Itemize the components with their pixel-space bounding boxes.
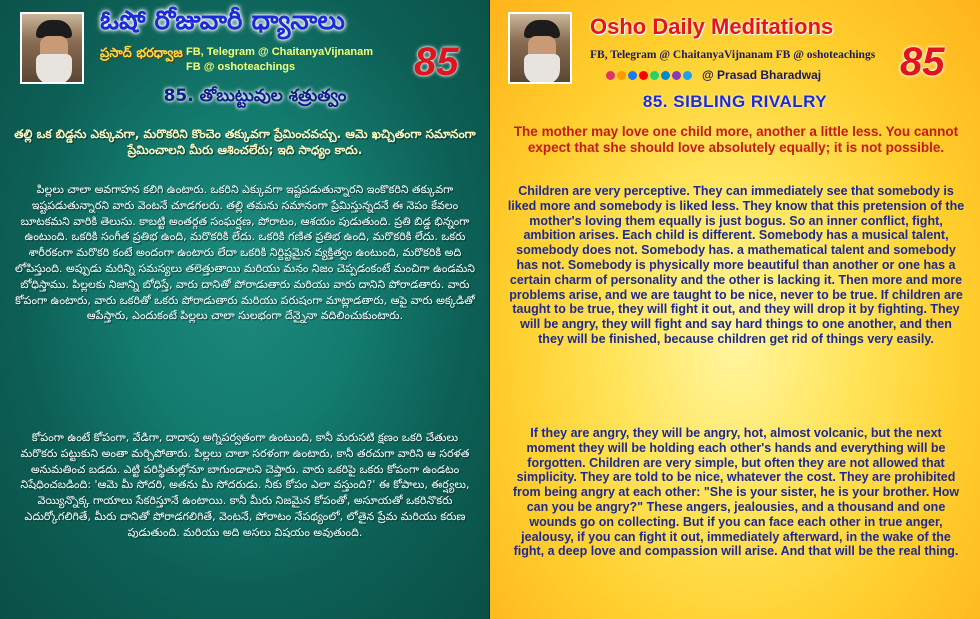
youtube-icon bbox=[639, 71, 648, 80]
author-handle: @ Prasad Bharadwaj bbox=[702, 68, 822, 82]
english-paragraph-1: Children are very perceptive. They can immediately see that somebody is liked more and somebody is liked less. They know that this pretension of the mother's loving them equally is just bogus. So an inner conflict, fight, ambition arises. Each child is different. Somebody has a musical talent, somebody does not. Somebody has. a mathematical talent and somebody has not. Somebody is physically more beautiful than another or one has a certain charm of personality and the other is lacking it. Then more and more problems arise, and we are taught to be nice, never to be true. If children are taught to be true, they will fight it out, and they will drop it by fighting. They will be angry, they will fight and say hard things to one another, and then they will be finished, because children get rid of things very easily. bbox=[507, 184, 965, 346]
social-icons-row bbox=[606, 68, 821, 82]
facebook-icon bbox=[628, 71, 637, 80]
portrait-beard bbox=[36, 54, 72, 84]
osho-portrait bbox=[20, 12, 84, 84]
osho-portrait bbox=[508, 12, 572, 84]
telugu-paragraph-2: కోపంగా ఉంటే కోపంగా, వేడిగా, దాదాపు అగ్నిపర్వతంగా ఉంటుంది, కానీ మరుసటి క్షణం ఒకరి చేతులు మరొకరు పట్టుకుని అంతా మర్చిపోతారు. పిల్లలు చాలా సరళంగా ఉంటారు, కానీ తరచుగా వారిని ఆ సరళత అనుమతించ బడదు. ఎట్టి పరిస్థితుల్లోనూ బాగుండాలని చెప్తారు. వారు ఒకరిపై ఒకరు కోపంగా ఉండటం నిషేధించబడింది: 'ఆమె మీ సోదరి, అతను మీ సోదరుడు. నీకు కోపం ఎలా వస్తుంది?' ఈ కోపాలు, ఈర్ష్యలు, వెయ్యిన్నొక్క గాయాలు సేకరిస్తూనే ఉంటాయి. కానీ మీరు నిజమైన కోపంతో, అసూయతో ఒకరినొకరు ఎదుర్కోగలిగితే, మీరు దానితో పోరాడగలిగితే, వెంటనే, పోరాటం నేపథ్యంలో, లోతైన ప్రేమ మరియు కరుణ పుడుతుంది. మరియు అది అసలు విషయం అవుతుంది. bbox=[20, 431, 470, 539]
pinterest-icon bbox=[672, 71, 681, 80]
telegram-icon bbox=[661, 71, 670, 80]
social-handles bbox=[186, 45, 373, 75]
english-title: Osho Daily Meditations bbox=[590, 14, 834, 39]
sharechat-icon bbox=[617, 71, 626, 80]
social-handle-telegram: FB, Telegram @ ChaitanyaVijnanam bbox=[186, 46, 373, 58]
whatsapp-icon bbox=[650, 71, 659, 80]
english-panel bbox=[490, 0, 980, 619]
telugu-subtitle: తల్లి ఒక బిడ్డను ఎక్కువగా, మరొకరిని కొంచెం తక్కువగా ప్రేమించవచ్చు. ఆమె ఖచ్చితంగా సమానంగా ప్రేమించాలని మీరు ఆశించలేరు; ఇది సాధ్యం కాదు. bbox=[14, 127, 476, 157]
english-heading: 85. SIBLING RIVALRY bbox=[642, 92, 828, 111]
english-paragraph-2: If they are angry, they will be angry, hot, almost volcanic, but the next moment they will be holding each other's hands and everything will be forgotten. Children are very simple, but often they are not allowed that simplicity. They are told to be nice, whatever the cost. They are prohibited from being angry at each other: "She is your sister, he is your brother. How can you be angry?" These angers, jealousies, and a thousand and one wounds go on collecting. But if you can face each other in true anger, jealousy, if you can fight it out, immediately afterward, in the wake of the fight, a deep love and compassion will arise. And that will be the real thing. bbox=[512, 426, 960, 559]
portrait-beard bbox=[524, 54, 560, 84]
twitter-icon bbox=[683, 71, 692, 80]
english-subtitle: The mother may love one child more, another a little less. You cannot expect that she should love absolutely equally; it is not possible. bbox=[513, 124, 959, 155]
telugu-paragraph-1: పిల్లలు చాలా అవగాహన కలిగి ఉంటారు. ఒకరిని ఎక్కువగా ఇష్టపడుతున్నారని ఇంకొకరిని తక్కువగా ఇష్టపడుతున్నారని వారు వెంటనే చూడగలరు. తల్లి తమను సమానంగా ప్రేమిస్తున్నదనే ఈ నెపం కేవలం బూటకమని వారికి తెలుసు. కాబట్టి అంతర్గత సంఘర్షణ, పోరాటం, ఆశయం పుడుతుంది. ప్రతి బిడ్డ భిన్నంగా ఉంటుంది. ఒకరికి సంగీత ప్రతిభ ఉంది, మరొకరికి లేదు. ఒకరికి గణిత ప్రతిభ ఉంది, మరొకరికి లేదు. ఒకరు శారీరకంగా మరొకరి కంటే అందంగా ఉంటారు లేదా ఒకరికి నిర్దిష్టమైన వ్యక్తిత్వం ఉంటుంది, మరొకరికి అది లోపిస్తుంది. అప్పుడు మరిన్ని సమస్యలు తలెత్తుతాయి మరియు మనం నిజం చెప్పడంకంటే మంచిగా ఉండమని బోధిస్తాము. పిల్లలకు నిజాన్ని బోధిస్తే, వారు దానితో పోరాడుతారు మరియు వారు దానిని పోరాడతారు. వారు కోపంగా ఉంటారు, వారు ఒకరితో ఒకరు పోరాడుతారు మరియు పరుషంగా మాట్లాడతారు, ఆపై వారు అక్కడితో ఆపేస్తారు, ఎందుకంటే పిల్లలు చాలా సులభంగా దేన్నైనా వదిలించుకుంటారు. bbox=[15, 183, 475, 323]
telugu-author: ప్రసాద్ భరధ్వాజ bbox=[100, 46, 183, 61]
meditation-number: 85 bbox=[414, 40, 459, 84]
telugu-title: ఓషో రోజువారీ ధ్యానాలు bbox=[100, 6, 345, 36]
social-handle-fb: FB @ oshoteachings bbox=[186, 61, 296, 73]
social-handles: FB, Telegram @ ChaitanyaVijnanam FB @ oshoteachings bbox=[590, 49, 876, 61]
telugu-heading: 85. తోబుట్టువుల శత్రుత్వం bbox=[163, 86, 347, 106]
meditation-number: 85 bbox=[900, 40, 945, 84]
instagram-icon bbox=[606, 71, 615, 80]
